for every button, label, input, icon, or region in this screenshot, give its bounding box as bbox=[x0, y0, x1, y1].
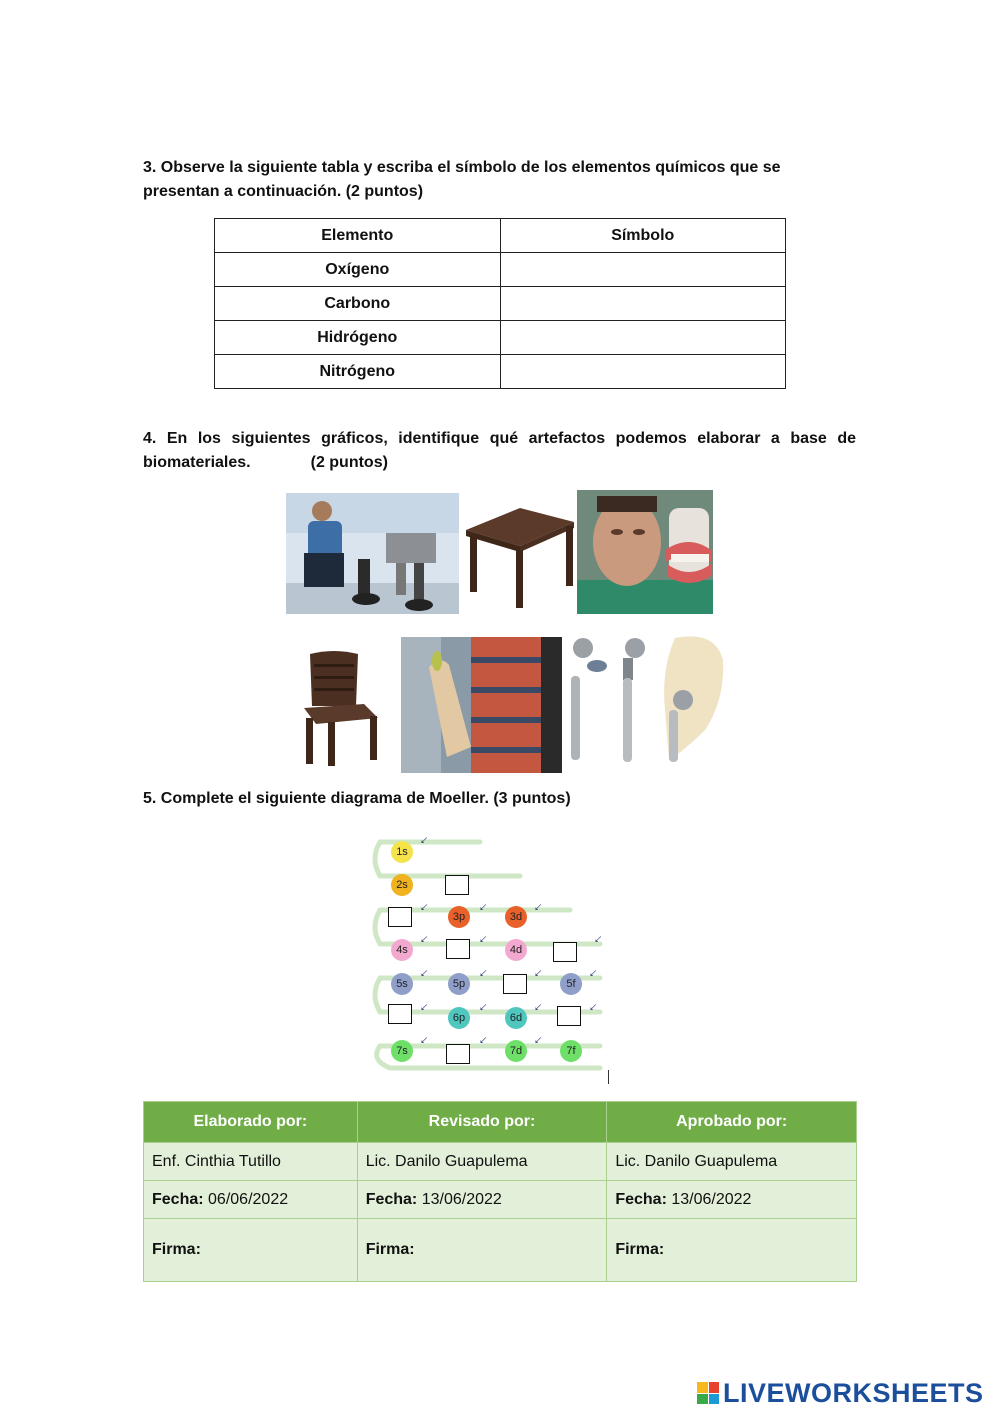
header-elaborado: Elaborado por: bbox=[144, 1102, 358, 1143]
orbital-1s: 1s bbox=[391, 841, 413, 863]
header-simbolo: Símbolo bbox=[500, 219, 786, 253]
firma-aprobado bbox=[607, 1219, 857, 1282]
firma-revisado bbox=[357, 1219, 607, 1282]
hip-implant-image[interactable] bbox=[565, 630, 727, 770]
table-row bbox=[215, 321, 786, 355]
firma-label: Firma: bbox=[152, 1241, 201, 1258]
text-cursor bbox=[608, 1070, 609, 1084]
arrow-icon: ← bbox=[471, 927, 492, 948]
table-image[interactable] bbox=[462, 500, 575, 612]
signoff-names-row bbox=[144, 1143, 857, 1181]
arrow-icon: ← bbox=[412, 895, 433, 916]
orbital-2s: 2s bbox=[391, 874, 413, 896]
orbital-3p: 3p bbox=[448, 906, 470, 928]
firma-elaborado bbox=[144, 1219, 358, 1282]
arrow-icon: ← bbox=[412, 995, 433, 1016]
answer-box[interactable] bbox=[553, 942, 577, 962]
date-aprobado bbox=[607, 1181, 857, 1219]
arrow-icon: ← bbox=[581, 995, 602, 1016]
arrow-icon: ← bbox=[526, 1028, 547, 1049]
prosthetic-leg-image[interactable] bbox=[286, 493, 459, 614]
arrow-icon: ← bbox=[412, 927, 433, 948]
logo-icon bbox=[697, 1382, 719, 1404]
table-row bbox=[215, 253, 786, 287]
arrow-icon: ← bbox=[471, 895, 492, 916]
answer-box[interactable] bbox=[446, 1044, 470, 1064]
orbital-6d: 6d bbox=[505, 1007, 527, 1029]
firma-label: Firma: bbox=[615, 1241, 665, 1258]
arrow-icon: ← bbox=[471, 961, 492, 982]
signoff-dates-row bbox=[144, 1181, 857, 1219]
firma-label: Firma: bbox=[365, 1241, 415, 1258]
element-name: Hidrógeno bbox=[215, 321, 501, 355]
arrow-icon: ← bbox=[526, 961, 547, 982]
arrow-icon: ← bbox=[412, 1028, 433, 1049]
question-5-text: 5. Complete el siguiente diagrama de Moeller. (3 puntos) bbox=[143, 790, 571, 807]
date-label: Fecha: bbox=[152, 1190, 204, 1208]
chair-image[interactable] bbox=[294, 648, 386, 770]
header-aprobado: Aprobado por: bbox=[607, 1102, 857, 1143]
question-4-points: (2 puntos) bbox=[310, 454, 388, 471]
element-name: Nitrógeno bbox=[215, 355, 501, 389]
prosthetic-arm-image[interactable] bbox=[401, 637, 562, 773]
orbital-6p: 6p bbox=[448, 1007, 470, 1029]
date-value: 06/06/2022 bbox=[208, 1190, 289, 1208]
table-row bbox=[215, 355, 786, 389]
orbital-3d: 3d bbox=[505, 906, 527, 928]
name-elaborado: Enf. Cinthia Tutillo bbox=[144, 1143, 358, 1181]
elements-table bbox=[214, 218, 786, 389]
orbital-7d: 7d bbox=[505, 1040, 527, 1062]
liveworksheets-logo[interactable] bbox=[697, 1376, 984, 1410]
orbital-4s: 4s bbox=[391, 939, 413, 961]
arrow-icon: ← bbox=[412, 961, 433, 982]
moeller-diagram bbox=[370, 828, 610, 1083]
arrow-icon: ← bbox=[471, 995, 492, 1016]
dentures-image[interactable] bbox=[577, 490, 713, 614]
question-3-text: 3. Observe la siguiente tabla y escriba el símbolo de los elementos químicos que se presentan a continuación. (2 puntos) bbox=[143, 159, 781, 200]
orbital-7s: 7s bbox=[391, 1040, 413, 1062]
signoff-firma-row bbox=[144, 1219, 857, 1282]
symbol-answer-cell[interactable] bbox=[500, 321, 786, 355]
date-elaborado bbox=[144, 1181, 358, 1219]
orbital-5s: 5s bbox=[391, 973, 413, 995]
element-name: Oxígeno bbox=[215, 253, 501, 287]
logo-text: LIVEWORKSHEETS bbox=[723, 1377, 984, 1408]
date-label: Fecha: bbox=[615, 1190, 667, 1208]
arrow-icon: ← bbox=[581, 961, 602, 982]
question-4-body: 4. En los siguientes gráficos, identifique qué artefactos podemos elaborar a base de biomateriales. bbox=[143, 430, 856, 471]
table-header-row bbox=[215, 219, 786, 253]
answer-box[interactable] bbox=[557, 1006, 581, 1026]
arrow-icon: ← bbox=[526, 995, 547, 1016]
header-revisado: Revisado por: bbox=[357, 1102, 607, 1143]
answer-box[interactable] bbox=[445, 875, 469, 895]
arrow-icon: ← bbox=[586, 927, 607, 948]
answer-box[interactable] bbox=[503, 974, 527, 994]
header-elemento: Elemento bbox=[215, 219, 501, 253]
orbital-7f: 7f bbox=[560, 1040, 582, 1062]
name-aprobado: Lic. Danilo Guapulema bbox=[607, 1143, 857, 1181]
arrow-icon: ← bbox=[471, 1028, 492, 1049]
answer-box[interactable] bbox=[446, 939, 470, 959]
symbol-answer-cell[interactable] bbox=[500, 287, 786, 321]
orbital-4d: 4d bbox=[505, 939, 527, 961]
element-name: Carbono bbox=[215, 287, 501, 321]
question-4-text bbox=[143, 427, 856, 475]
date-value: 13/06/2022 bbox=[421, 1190, 502, 1208]
signoff-header-row bbox=[144, 1102, 857, 1143]
orbital-5f: 5f bbox=[560, 973, 582, 995]
answer-box[interactable] bbox=[388, 907, 412, 927]
arrow-icon: ← bbox=[526, 895, 547, 916]
symbol-answer-cell[interactable] bbox=[500, 253, 786, 287]
name-revisado: Lic. Danilo Guapulema bbox=[357, 1143, 607, 1181]
signoff-table bbox=[143, 1101, 857, 1282]
symbol-answer-cell[interactable] bbox=[500, 355, 786, 389]
orbital-5p: 5p bbox=[448, 973, 470, 995]
arrow-icon: ← bbox=[412, 828, 433, 849]
date-label: Fecha: bbox=[365, 1190, 418, 1208]
date-revisado bbox=[357, 1181, 607, 1219]
date-value: 13/06/2022 bbox=[671, 1190, 752, 1208]
answer-box[interactable] bbox=[388, 1004, 412, 1024]
table-row bbox=[215, 287, 786, 321]
